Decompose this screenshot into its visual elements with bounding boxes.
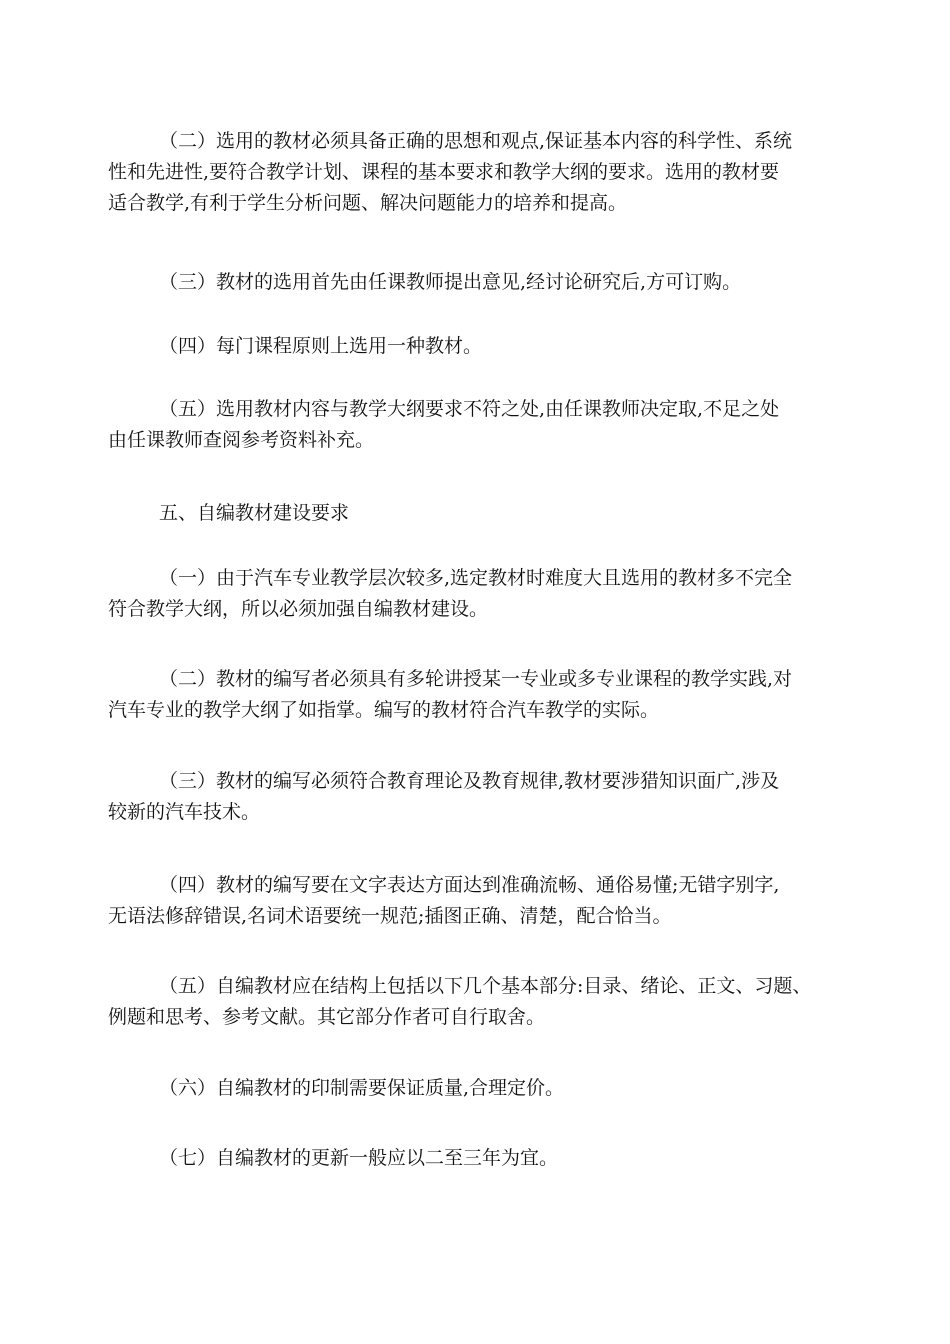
text-line: （二）选用的教材必须具备正确的思想和观点,保证基本内容的科学性、系统 [159,130,793,152]
text-line: （六）自编教材的印制需要保证质量,合理定价。 [159,1077,565,1099]
text-line: （三）教材的编写必须符合教育理论及教育规律,教材要涉猎知识面广,涉及 [159,770,780,792]
paragraph-textbook-requirements [108,126,848,219]
section-heading [108,498,848,529]
paragraph-content-mismatch [108,394,848,456]
text-line: （四）教材的编写要在文字表达方面达到准确流畅、通俗易懂;无错字别字, [159,874,780,896]
paragraph-self-compiled-need [108,563,848,625]
paragraph-education-theory [108,766,848,828]
text-line: 汽车专业的教学大纲了如指掌。编写的教材符合汽车教学的实际。 [108,699,660,721]
paragraph-structure [108,971,848,1033]
text-line: 无语法修辞错误,名词术语要统一规范;插图正确、清楚，配合恰当。 [108,905,672,927]
paragraph-printing [108,1073,848,1104]
text-line: （二）教材的编写者必须具有多轮讲授某一专业或多专业课程的教学实践,对 [159,668,793,690]
text-line: （五）选用教材内容与教学大纲要求不符之处,由任课教师决定取,不足之处 [159,398,780,420]
text-line: （四）每门课程原则上选用一种教材。 [159,335,483,357]
text-line: 适合教学,有利于学生分析问题、解决问题能力的培养和提高。 [108,192,628,214]
text-line: （三）教材的选用首先由任课教师提出意见,经讨论研究后,方可订购。 [159,271,742,293]
paragraph-one-textbook [108,331,848,362]
text-line: 五、自编教材建设要求 [159,502,350,524]
paragraph-selection-process [108,267,848,298]
text-line: （一）由于汽车专业教学层次较多,选定教材时难度大且选用的教材多不完全 [159,567,793,589]
text-line: 符合教学大纲，所以必须加强自编教材建设。 [108,598,489,620]
text-line: 由任课教师查阅参考资料补充。 [108,429,375,451]
text-line: 例题和思考、参考文献。其它部分作者可自行取舍。 [108,1006,546,1028]
text-line: 较新的汽车技术。 [108,801,261,823]
paragraph-author-requirements [108,664,848,726]
text-line: 性和先进性,要符合教学计划、课程的基本要求和教学大纲的要求。选用的教材要 [108,161,780,183]
text-line: （七）自编教材的更新一般应以二至三年为宜。 [159,1147,559,1169]
paragraph-update-cycle [108,1143,848,1174]
text-line: （五）自编教材应在结构上包括以下几个基本部分:目录、绪论、正文、习题、 [159,975,812,997]
paragraph-writing-quality [108,870,848,932]
